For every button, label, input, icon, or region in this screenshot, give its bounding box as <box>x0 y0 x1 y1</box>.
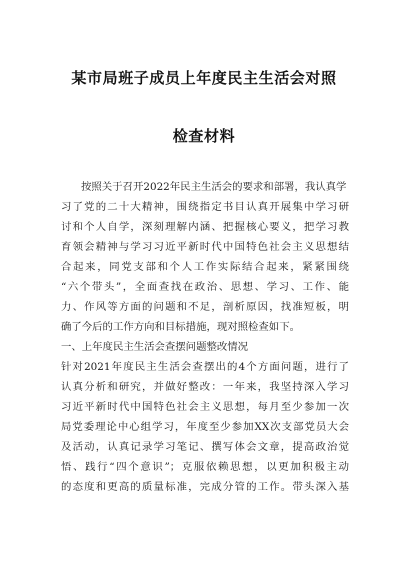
paragraph-2-line: 认真分析和研究，并做好整改：一年来，我坚持深入学习 <box>61 381 349 393</box>
paragraph-1-line: 习了党的二十大精神，围绕指定书目认真开展集中学习研 <box>61 201 349 213</box>
paragraph-1-line: 力、作风等方面的问题和不足，剖析原因，找准短板，明 <box>61 301 349 313</box>
document-title-line-1: 某市局班子成员上年度民主生活会对照 <box>71 69 337 87</box>
document-title-line-2: 检查材料 <box>172 127 236 145</box>
paragraph-2-line: 针对2021年度民主生活会查摆出的4个方面问题，进行了 <box>61 361 349 373</box>
paragraph-1-line: 按照关于召开2022年民主生活会的要求和部署，我认真学 <box>81 181 347 193</box>
paragraph-2-line: 习近平新时代中国特色社会主义思想，每月至少参加一次 <box>61 401 349 413</box>
paragraph-1-line: “六个带头”，全面查找在政治、思想、学习、工作、能 <box>61 281 349 293</box>
paragraph-1-line: 讨和个人自学，深刻理解内涵、把握核心要义，把学习教 <box>61 221 349 233</box>
paragraph-1-line: 育领会精神与学习习近平新时代中国特色社会主义思想结 <box>61 241 349 253</box>
paragraph-2-line: 局党委理论中心组学习，年度至少参加XX次支部党员大会 <box>61 421 349 433</box>
paragraph-1-line: 确了今后的工作方向和目标措施，现对照检查如下。 <box>61 321 300 333</box>
paragraph-2-line: 及活动，认真记录学习笔记、撰写体会文章，提高政治觉 <box>61 441 349 453</box>
section-heading: 一、上年度民主生活会查摆问题整改情况 <box>61 341 249 353</box>
paragraph-2-line: 悟、践行“四个意识”；克服依赖思想，以更加积极主动 <box>61 461 349 473</box>
paragraph-2-line: 的态度和更高的质量标准，完成分管的工作。带头深入基 <box>61 481 349 493</box>
paragraph-1-line: 合起来，同党支部和个人工作实际结合起来，紧紧围绕 <box>61 261 349 273</box>
